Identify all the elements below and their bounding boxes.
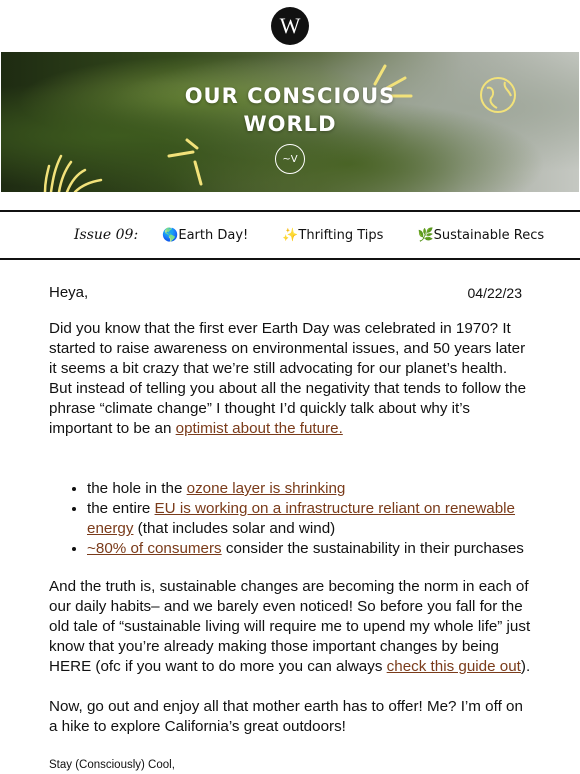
list-item [87,539,531,559]
truth-end: ). [520,658,531,675]
paragraph-truth [49,577,531,677]
header [0,0,580,52]
issue-date: 04/22/23 [467,284,522,301]
paragraph-outro: Now, go out and enjoy all that mother earth has to offer! Me? I’m off on a hike to explore California’s great outdoors! [49,698,523,735]
greeting-row [49,284,531,301]
guide-link[interactable]: check this guide out [386,658,521,675]
list-item [87,479,531,499]
banner-title-line1: OUR CONSCIOUS [184,84,396,108]
bullet-text: (that includes solar and wind) [133,520,336,537]
intro-text: Did you know that the first ever Earth Day was celebrated in 1970? It started to raise awareness on environmental issues, and 50 years later it seems a bit crazy that we’re still advocating for our planet’s health. But instead of telling you about all the negativity that tends to follow the phrase “climate change” I thought I’d quickly talk about why it’s important to be an [49,320,527,437]
bullet-text: the hole in the [87,480,187,497]
ozone-link[interactable]: ozone layer is shrinking [186,480,346,497]
issue-nav [0,210,580,260]
consumers-link[interactable]: ~80% of consumers [87,540,222,557]
sparkle-doodle-left-icon [165,134,213,190]
signoff: Stay (Consciously) Cool, [49,759,175,771]
brand-logo[interactable]: W [271,7,309,45]
brand-badge-icon: ~V [275,144,305,174]
greeting: Heya, [49,284,89,301]
truth-text: And the truth is, sustainable changes are becoming the norm in each of our daily habits– and we barely even noticed! So before you fall for the old tale of “sustainable living will require me to upend my whole life” just know that you’re already making those important changes by being HERE (ofc if you want to do more you can always [49,578,531,675]
nav-item-earth-day[interactable]: 🌎Earth Day! [162,227,249,243]
list-item [87,499,531,539]
optimist-link[interactable]: optimist about the future. [175,420,343,437]
nav-item-sustainable-recs[interactable]: 🌿Sustainable Recs [417,227,545,243]
grass-doodle-icon [41,148,111,192]
hero-banner [1,52,579,192]
bullet-text: consider the sustainability in their purchases [221,540,524,557]
issue-label: Issue 09: [74,227,139,243]
eu-renewable-link[interactable]: EU is working on a infrastructure reliant on renewable energy [87,500,516,537]
paragraph-intro [49,319,531,439]
facts-list [49,479,531,559]
nav-item-thrifting-tips[interactable]: ✨Thrifting Tips [282,227,384,243]
banner-title-line2: WORLD [243,112,337,136]
banner-title [1,82,579,138]
letter-body [0,284,580,771]
bullet-text: the entire [87,500,155,517]
